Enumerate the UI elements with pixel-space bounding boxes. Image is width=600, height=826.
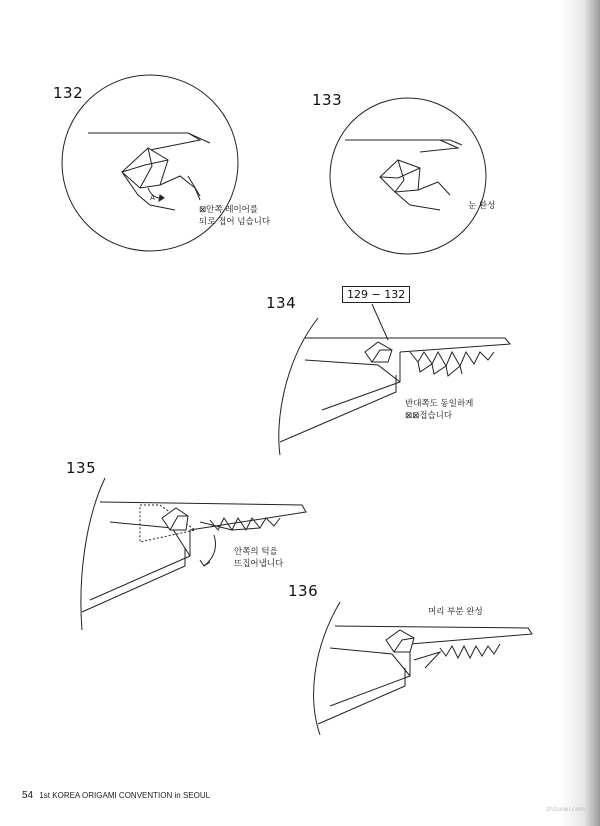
step-132-note: ⊠안쪽 레이어를 되로 접어 넘습니다 <box>199 205 271 227</box>
page-number: 54 <box>22 790 34 801</box>
step-134-reference-box: 129 − 132 <box>342 286 410 303</box>
page-footer <box>22 790 210 801</box>
step-136-note: 머리 부분 완성 <box>428 607 483 617</box>
step-134-note: 반대쪽도 동일하게 ⊠⊠접습니다 <box>405 399 474 421</box>
footer-title: 1st KOREA ORIGAMI CONVENTION in SEOUL <box>39 791 211 800</box>
step-number-135: 135 <box>66 459 97 477</box>
watermark: zhzuowi.com <box>546 806 585 813</box>
step-number-132: 132 <box>53 84 84 102</box>
step-135-note: 안쪽의 턱을 뜨집어냅니다 <box>234 547 284 569</box>
step-number-134: 134 <box>266 294 297 312</box>
step-133-note: 눈 완성 <box>468 201 496 211</box>
step-number-136: 136 <box>288 582 319 600</box>
step-number-133: 133 <box>312 91 343 109</box>
svg-text:A: A <box>150 194 155 202</box>
